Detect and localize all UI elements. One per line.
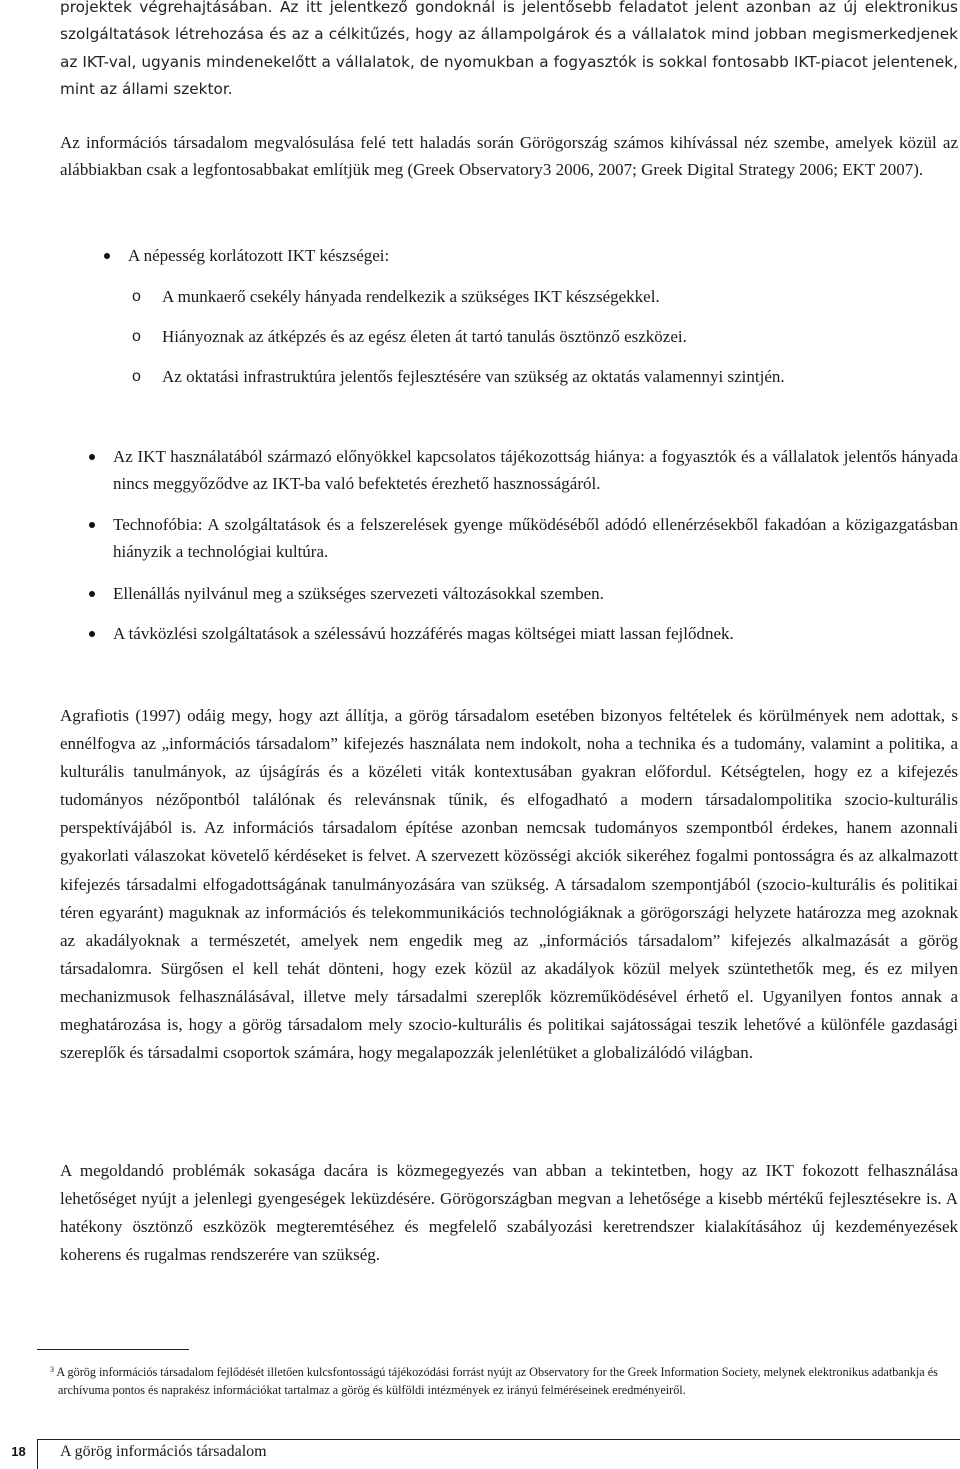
- footnote: [50, 1361, 938, 1399]
- bullet-item-4: [113, 620, 958, 647]
- footer-divider: [37, 1439, 38, 1469]
- paragraph-agrafiotis: Agrafiotis (1997) odáig megy, hogy azt állítja, a görög társadalom esetében bizonyos feltételek és körülmények nem adottak, s ennélfogva az „információs társadalom” kifejezés használata nem indokolt, noha a technika és a tudomány, valamint a politika, a kulturális tanulmányok, az újságírás és a közéleti viták kontextusában gyakran előfordul. Kétségtelen, hogy ez a kifejezés tudományos nézőpontból találónak és relevánsnak tűnik, és elfogadható a modern társadalompolitika szocio-kulturális perspektívájából is. Az információs társadalom építése azonban nemcsak tudományos szempontból érdekes, hanem azonnali gyakorlati válaszokat követelő kérdéseket is felvet. A szervezett közösségi akciók sikeréhez fogalmi pontosságra és az alkalmazott kifejezés társadalmi elfogadottságának tanulmányozására van szükség. A társadalom szempontjából (szocio-kulturális és politikai téren egyaránt) maguknak az információs és telekommunikációs technológiáknak a görögországi helyzete határozza meg azoknak az akadályoknak a természetét, amelyek nem engedik meg az „információs társadalom” kifejezés alkalmazását a görög társadalomra. Sürgősen el kell tehát dönteni, hogy ezek közül az akadályok közül melyek szüntethetők meg, és ez milyen mechanizmusok felhasználásával, illetve mely társadalmi szereplők közreműködésével érhető el. Ugyanilyen fontos annak a meghatározása is, hogy a görög társadalom mely szocio-kulturális és politikai sajátosságai teszik lehetővé a különféle gazdasági szereplők és társadalmi csoportok számára, hogy megalapozzák jelenlétüket a globalizálódó világban.: [60, 706, 958, 1063]
- paragraph-consensus: A megoldandó problémák sokasága dacára is közmegegyezés van abban a tekintetben, hogy az IKT fokozott felhasználása lehetőséget nyújt a jelenlegi gyengeségek leküzdésére. Görögországban megvan a lehetősége a kisebb mértékű fejlesztésekre is. A hatékony ösztönző eszközök megteremtéséhez és megfelelő szabályozási keretrendszer kialakításához új kezdeményezések koherens és rugalmas rendszerére van szükség.: [60, 1161, 958, 1264]
- intro-paragraph: projektek végrehajtásában. Az itt jelentkező gondoknál is jelentősebb feladatot jelent azonban az új elektronikus szolgáltatások létrehozása és az a célkitűzés, hogy az állampolgárok és a vállalatok mind jobban megismerkedjenek az IKT-val, ugyanis mindenekelőtt a vállalatok, de nyomukban a fogyasztók is sokkal fontosabb IKT-piacot jelentenek, mint az állami szektor.: [60, 0, 958, 98]
- circle-bullet-icon: o: [132, 368, 141, 385]
- bullet-text: A távközlési szolgáltatások a szélessávú hozzáférés magas költségei miatt lassan fejlődnek.: [113, 624, 734, 643]
- circle-bullet-icon: o: [132, 328, 141, 345]
- bullet-icon: [104, 253, 110, 259]
- bullet-icon: [89, 522, 95, 528]
- bullet-skills: [128, 242, 958, 269]
- sub-item-2: [132, 323, 952, 350]
- bullet-text: Technofóbia: A szolgáltatások és a felszerelések gyenge működéséből adódó ellenérzésekből fakadóan a közigazgatásban hiányzik a technológiai kultúra.: [113, 515, 958, 561]
- bullet-text: Ellenállás nyilvánul meg a szükséges szervezeti változásokkal szemben.: [113, 584, 604, 603]
- bullet-icon: [89, 631, 95, 637]
- paragraph-challenges: Az információs társadalom megvalósulása felé tett haladás során Görögország számos kihívással néz szembe, amelyek közül az alábbiakban csak a legfontosabbakat említjük meg (Greek Observatory3 2006, 2007; Greek Digital Strategy 2006; EKT 2007).: [60, 133, 958, 179]
- footnote-separator: [37, 1349, 189, 1350]
- bullet-item-1: [113, 443, 958, 497]
- footnote-text: A görög információs társadalom fejlődését illetően kulcsfontosságú tájékozódási forrást nyújt az Observatory for the Greek Information Society, melynek elektronikus adatbankja és archívuma pontos és naprakész információkat tartalmaz a görög és külföldi intézmények ez irányú felméréseinek eredményeiről.: [56, 1365, 938, 1397]
- sub-item-3: [132, 363, 952, 390]
- circle-bullet-icon: o: [132, 288, 141, 305]
- footnote-marker: 3: [50, 1365, 54, 1374]
- bullet-icon: [89, 454, 95, 460]
- bullet-skills-label: A népesség korlátozott IKT készségei:: [128, 246, 390, 265]
- sub-item-text: A munkaerő csekély hányada rendelkezik a szükséges IKT készségekkel.: [162, 287, 660, 306]
- sub-item-text: Az oktatási infrastruktúra jelentős fejlesztésére van szükség az oktatás valamennyi szintjén.: [162, 367, 785, 386]
- sub-item-1: [132, 283, 952, 310]
- bullet-item-2: [113, 511, 958, 565]
- bullet-icon: [89, 591, 95, 597]
- page-number: 18: [11, 1444, 26, 1459]
- sub-item-text: Hiányoznak az átképzés és az egész életen át tartó tanulás ösztönző eszközei.: [162, 327, 687, 346]
- running-title: A görög információs társadalom: [60, 1443, 267, 1460]
- bullet-item-3: [113, 580, 958, 607]
- bullet-text: Az IKT használatából származó előnyökkel kapcsolatos tájékozottság hiánya: a fogyasztók és a vállalatok jelentős hányada nincs meggyőződve az IKT-ba való befektetés érezhető hasznosságáról.: [113, 447, 958, 493]
